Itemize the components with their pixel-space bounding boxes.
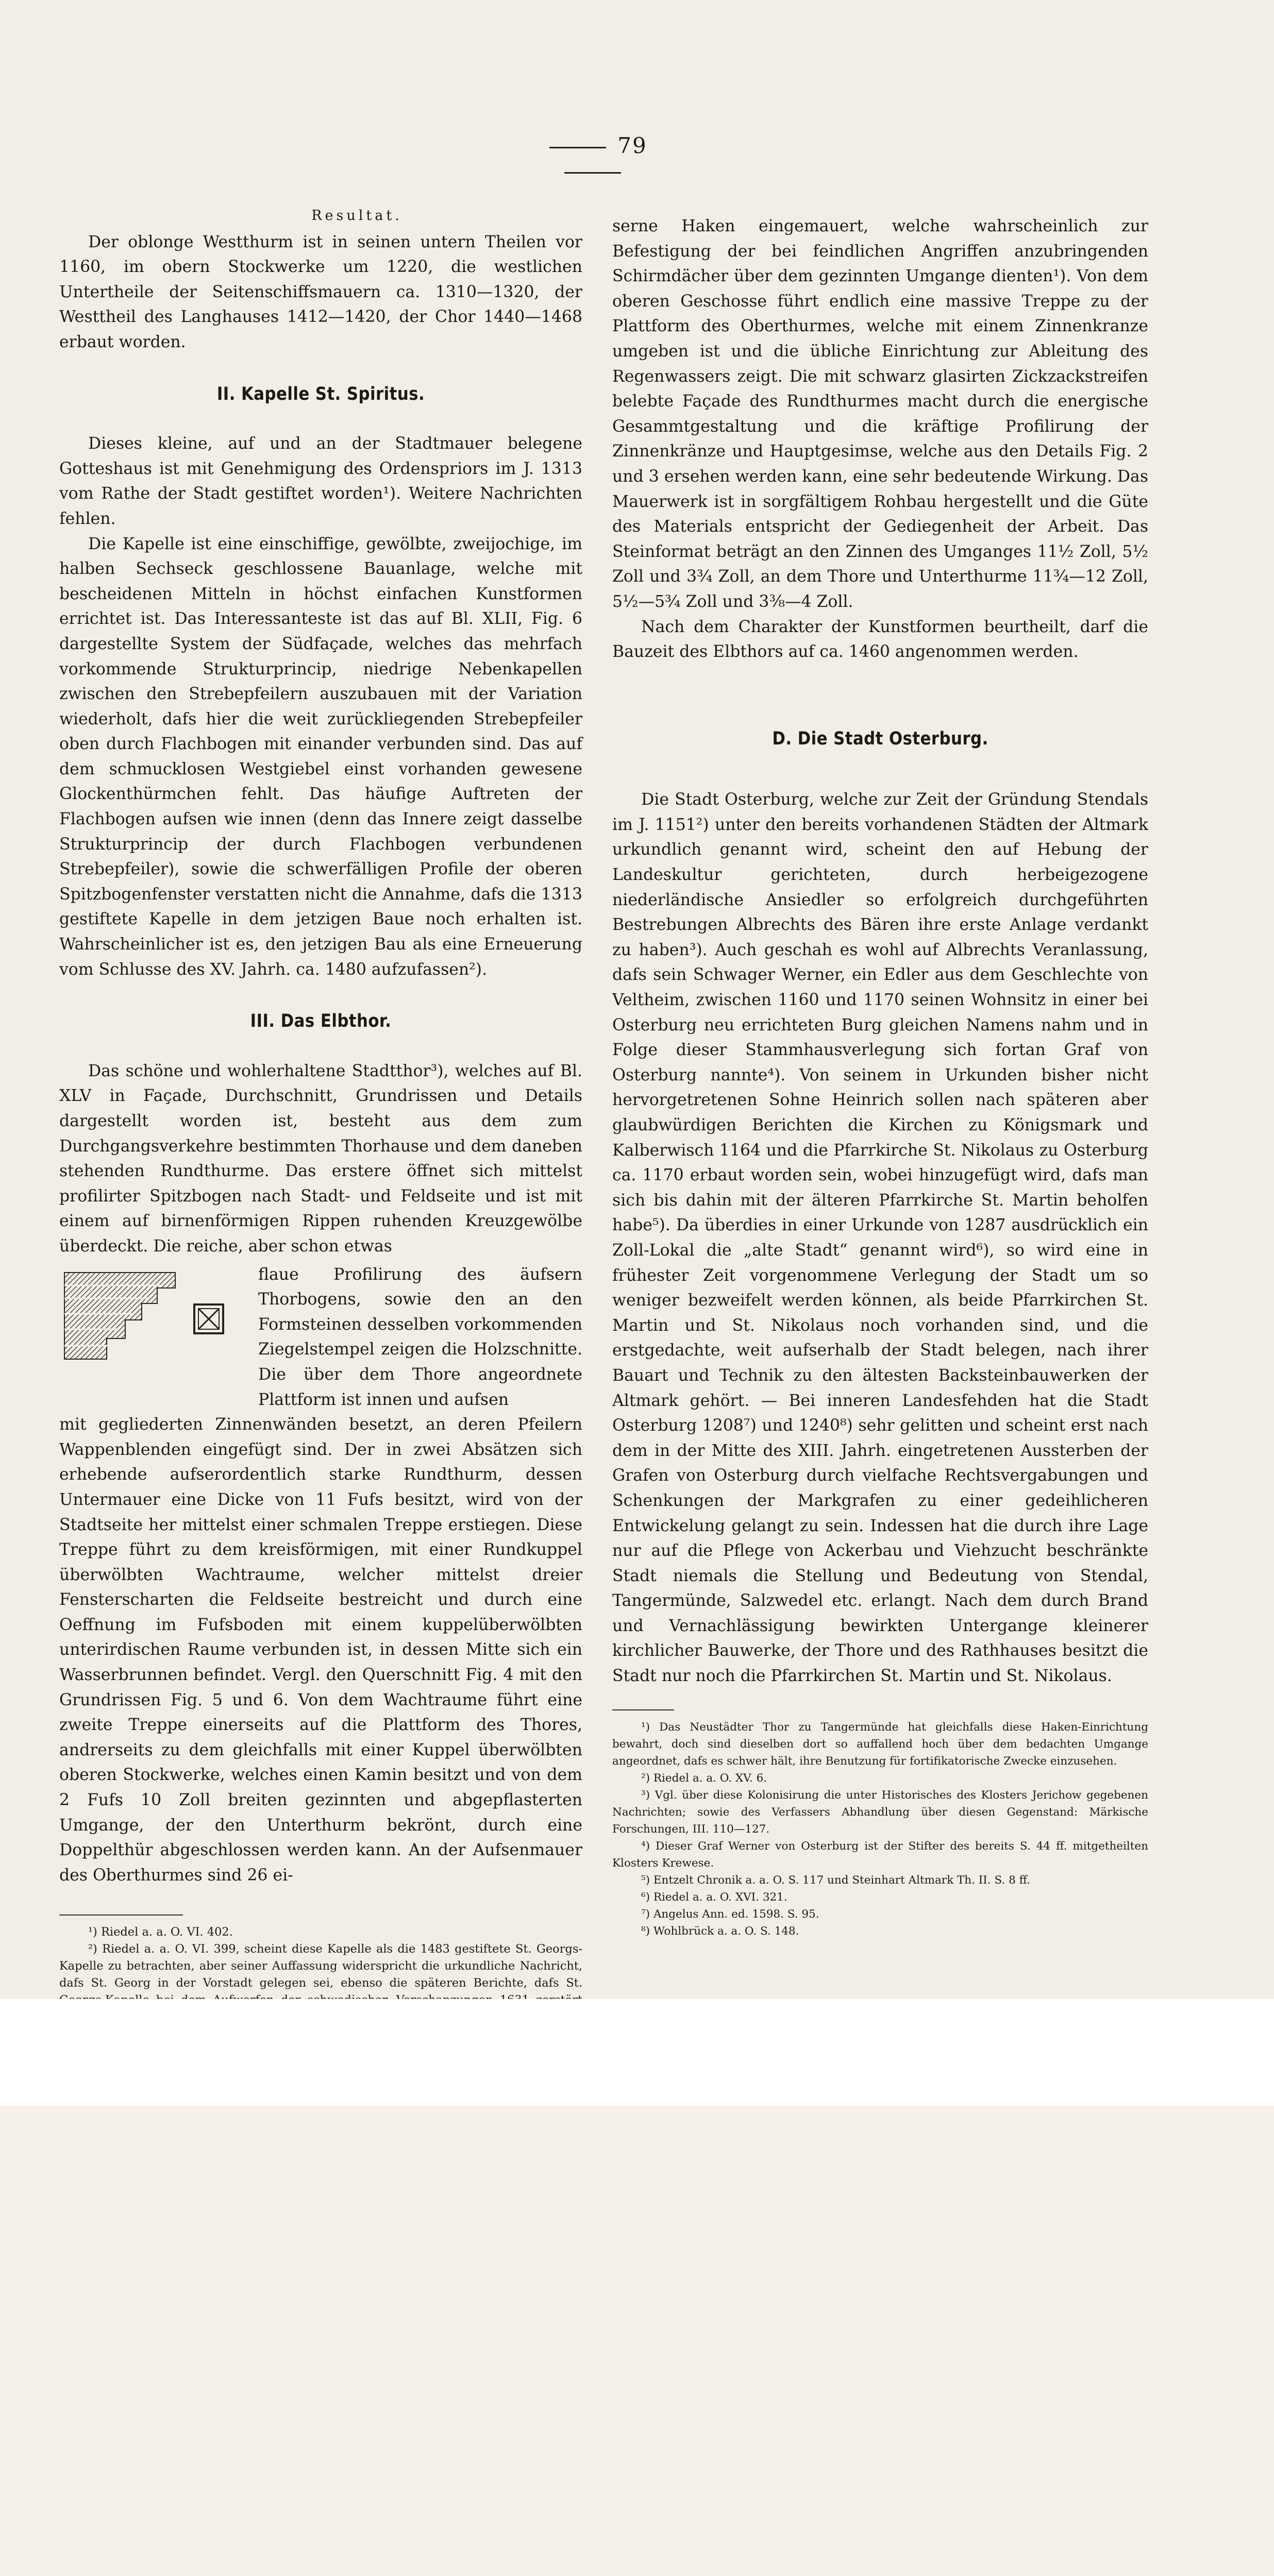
elbthor-paragraph-2: mit gegliederten Zinnenwänden besetzt, an deren Pfeilern Wappenblenden eingefügt sind. Der in zwei Absätzen sich erhebende aufserordentlich starke Rundthurm, dessen Untermauer eine Dicke von 11 Fufs besitzt, wird von der Stadtseite her mittelst einer schmalen Treppe erstiegen. Diese Treppe führt zu dem kreisförmigen, mit einer Rundkuppel überwölbten Wachtraume, welcher mittelst dreier Fensterscharten die Feldseite bestreicht und durch eine Oeffnung im Fufsboden mit einem kuppelüberwölbten unterirdischen Raume verbunden ist, in dessen Mitte sich ein Wasserbrunnen befindet. Vergl. den Querschnitt Fig. 4 mit den Grundrissen Fig. 5 und 6. Von dem Wachtraume führt eine zweite Treppe einerseits auf die Plattform des Thores, andrerseits zu dem gleichfalls mit einer Kuppel überwölbten oberen Stockwerke, welches einen Kamin besitzt und von dem 2 Fufs 10 Zoll breiten gezinnten und abgepflasterten Umgange, der den Unterthurm bekrönt, durch eine Doppelthür abgeschlossen werden kann. An der Aufsenmauer des Oberthurmes sind 26 ei- bbox=[59, 1415, 582, 1885]
elbthor-dating-paragraph: Nach dem Charakter der Kunstformen beurtheilt, darf die Bauzeit des Elbthors auf ca. 1460 angenommen werden. bbox=[612, 617, 1148, 662]
figure-side-text bbox=[258, 1262, 582, 1413]
resultat-paragraph: Der oblonge Westthurm ist in seinen untern Theilen vor 1160, im obern Stockwerke um 1220, die westlichen Untertheile der Seitenschiffsmauern ca. 1310—1320, der Westtheil des Langhauses 1412—1420, der Chor 1440—1468 erbaut worden. bbox=[59, 232, 582, 351]
elbthor-figure-text: flaue Profilirung des äufsern Thorbogens, sowie den an den Formsteinen desselben vorkommenden Ziegelstempel zeigen die Holzschnitte. Die über dem Thore angeordnete Plattform ist innen und aufsen bbox=[258, 1265, 582, 1409]
osterburg-paragraph: Die Stadt Osterburg, welche zur Zeit der Gründung Stendals im J. 1151²) unter den bereits vorhandenen Städten der Altmark urkundlich genannt wird, scheint den auf Hebung der Landeskultur gerichteten, durch herbeigezogene niederländische Ansiedler so erfolgreich durchgeführten Bestrebungen Albrechts des Bären ihre erste Anlage verdankt zu haben³). Auch geschah es wohl auf Albrechts Veranlassung, dafs sein Schwager Werner, ein Edler aus dem Geschlechte von Veltheim, zwischen 1160 und 1170 seinen Wohnsitz in einer bei Osterburg neu errichteten Burg gleichen Namens nahm und in Folge dieser Stammhausverlegung sich fortan Graf von Osterburg nannte⁴). Von seinem in Urkunden bisher nicht hervorgetretenen Sohne Heinrich sollen nach späteren aber glaubwürdigen Berichten die Kirchen zu Königsmark und Kalberwisch 1164 und die Pfarrkirche St. Nikolaus zu Osterburg ca. 1170 erbaut worden sein, wobei hinzugefügt wird, dafs man sich bis dahin mit der älteren Pfarrkirche St. Martin beholfen habe⁵). Da überdies in einer Urkunde von 1287 ausdrücklich ein Zoll-Lokal die „alte Stadt“ genannt wird⁶), so wird eine in frühester Zeit vorgenommene Verlegung der Stadt um so weniger bezweifelt werden können, als beide Pfarrkirchen St. Martin und St. Nikolaus noch vorhanden sind, und die erstgedachte, weit aufserhalb der Stadt belegen, nach ihrer Bauart und Technik zu den ältesten Backsteinbauwerken der Altmark gehört. — Bei inneren Landesfehden hat die Stadt Osterburg 1208⁷) und 1240⁸) sehr gelitten und scheint erst nach dem in der Mitte des XIII. Jahrh. eingetretenen Aussterben der Grafen von Osterburg durch vielfache Rechtsvergabungen und Schenkungen der Markgrafen zu einer gedeihlicheren Entwickelung gelangt zu sein. Indessen hat die durch ihre Lage nur auf die Pflege von Ackerbau und Viehzucht beschränkte Stadt niemals die Stellung und Bedeutung von Stendal, Tangermünde, Salzwedel etc. erlangt. Nach dem durch Brand und Vernachlässigung bewirkten Untergange kleinerer kirchlicher Bauwerke, der Thore und des Rathhauses besitzt die Stadt nur noch die Pfarrkirchen St. Martin und St. Nikolaus. bbox=[612, 790, 1148, 1686]
footnote-right-5: ⁵) Entzelt Chronik a. a. O. S. 117 und Steinhart Altmark Th. II. S. 8 ff. bbox=[641, 1873, 1030, 1887]
section-heading-elbthor: III. Das Elbthor. bbox=[250, 1011, 392, 1032]
footnote-right-4: ⁴) Dieser Graf Werner von Osterburg ist der Stifter des bereits S. 44 ff. mitgetheilten Klosters Krewese. bbox=[612, 1839, 1148, 1870]
footnote-divider bbox=[59, 1914, 183, 1916]
kapelle-paragraph-1: Dieses kleine, auf und an der Stadtmauer belegene Gotteshaus ist mit Genehmigung des Ordenspriors im J. 1313 vom Rathe der Stadt gestiftet worden¹). Weitere Nachrichten fehlen. bbox=[59, 434, 582, 528]
footnote-left-1: ¹) Riedel a. a. O. VI. 402. bbox=[88, 1925, 233, 1939]
elbthor-continued-paragraph: serne Haken eingemauert, welche wahrscheinlich zur Befestigung der bei feindlichen Angriffen anzubringenden Schirmdächer über dem gezinnten Umgange dienten¹). Von dem oberen Geschosse führt endlich eine massive Treppe zu der Plattform des Oberthurmes, welche mit einem Zinnenkranze umgeben ist und die übliche Einrichtung zur Ableitung des Regenwassers zeigt. Die mit schwarz glasirten Zickzackstreifen belebte Façade des Rundthurmes macht durch die energische Gesammtgestaltung und die kräftige Profilirung der Zinnenkränze und Hauptgesimse, welche aus den Details Fig. 2 und 3 ersehen werden kann, eine sehr bedeutende Wirkung. Das Mauerwerk ist in sorgfältigem Rohbau hergestellt und die Güte des Materials entspricht der Gediegenheit der Arbeit. Das Steinformat beträgt an den Zinnen des Umganges 11½ Zoll, 5½ Zoll und 3¾ Zoll, an dem Thore und Unterthurme 11¾—12 Zoll, 5½—5¾ Zoll und 3⅜—4 Zoll. bbox=[612, 217, 1148, 611]
footnote-right-6: ⁶) Riedel a. a. O. XVI. 321. bbox=[641, 1890, 787, 1904]
section-heading-kapelle: II. Kapelle St. Spiritus. bbox=[216, 383, 425, 404]
footnote-right-3: ³) Vgl. über diese Kolonisirung die unter Historisches des Klosters Jerichow gegebenen Nachrichten; sowie des Verfassers Abhandlung über diesen Gegenstand: Märkische Forschungen, III. 110—127. bbox=[612, 1788, 1148, 1836]
woodcut-figure-block bbox=[59, 1262, 582, 1413]
section-heading-osterburg: D. Die Stadt Osterburg. bbox=[772, 728, 988, 749]
right-column bbox=[612, 214, 1148, 1940]
elbthor-paragraph-1: Das schöne und wohlerhaltene Stadtthor³), welches auf Bl. XLV in Façade, Durchschnitt, Grundrissen und Details dargestellt worden ist, besteht aus dem zum Durchgangsverkehre bestimmten Thorhause und dem daneben stehenden Rundthurme. Das erstere öffnet sich mittelst profilirter Spitzbogen nach Stadt- und Feldseite und ist mit einem auf birnenförmigen Rippen ruhenden Kreuzgewölbe überdeckt. Die reiche, aber schon etwas bbox=[59, 1061, 582, 1256]
footnote-right-1: ¹) Das Neustädter Thor zu Tangermünde hat gleichfalls diese Haken-Einrichtung bewahrt, doch sind dieselben dort so auffallend hoch über dem bedachten Umgange angeordnet, dafs es schwer hält, ihre Benutzung für fortifikatorische Zwecke einzusehen. bbox=[612, 1720, 1148, 1768]
footnote-divider-right bbox=[612, 1709, 674, 1719]
woodcut-illustration bbox=[59, 1262, 251, 1364]
profile-and-stamp-woodcut bbox=[59, 1262, 251, 1364]
footer-bar bbox=[0, 1999, 1274, 2106]
footnote-right-2: ²) Riedel a. a. O. XV. 6. bbox=[641, 1771, 767, 1785]
footnote-left-2: ²) Riedel a. a. O. VI. 399, scheint diese Kapelle als die 1483 gestiftete St. Georgs-Kapelle zu betrachten, aber seiner Auffassung widerspricht die urkundliche Nachricht, dafs St. Georg in der Vorstadt gelegen sei, ebenso die späteren Berichte, dafs St. bbox=[59, 1942, 582, 1990]
kapelle-paragraph-2: Die Kapelle ist eine einschiffige, gewölbte, zweijochige, im halben Sechseck geschlossene Bauanlage, welche mit bescheidenen Mitteln in höchst einfachen Kunstformen errichtet ist. Das Interessanteste ist das auf Bl. XLII, Fig. 6 dargestellte System der Südfaçade, welches das mehrfach vorkommende Strukturprincip, niedrige Nebenkapellen zwischen den Strebepfeilern auszubauen mit der Variation wiederholt, dafs hier die weit zurückliegenden Strebepfeiler oben durch Flachbogen mit einander verbunden sind. Das auf dem schmucklosen Westgiebel einst vorhanden gewesene Glockenthürmchen fehlt. Das häufige Auftreten der Flachbogen aufsen wie innen (denn das Innere zeigt dasselbe Strukturprincip der durch Flachbogen verbundenen Strebepfeiler), sowie die schwerfälligen Profile der oberen Spitzbogenfenster verstatten nicht die Annahme, dafs die 1313 gestiftete Kapelle in dem jetzigen Baue noch erhalten ist. Wahrscheinlicher ist es, den jetzigen Bau als eine Erneuerung vom Schlusse des XV. Jahrh. ca. 1480 aufzufassen²). bbox=[59, 534, 582, 979]
footnote-right-8: ⁸) Wohlbrück a. a. O. S. 148. bbox=[641, 1924, 799, 1938]
footnote-right-7: ⁷) Angelus Ann. ed. 1598. S. 95. bbox=[641, 1907, 819, 1921]
right-footnotes bbox=[612, 1719, 1148, 1940]
left-column bbox=[59, 204, 582, 2060]
page-number: 79 bbox=[515, 133, 670, 183]
resultat-heading: Resultat. bbox=[311, 208, 403, 224]
